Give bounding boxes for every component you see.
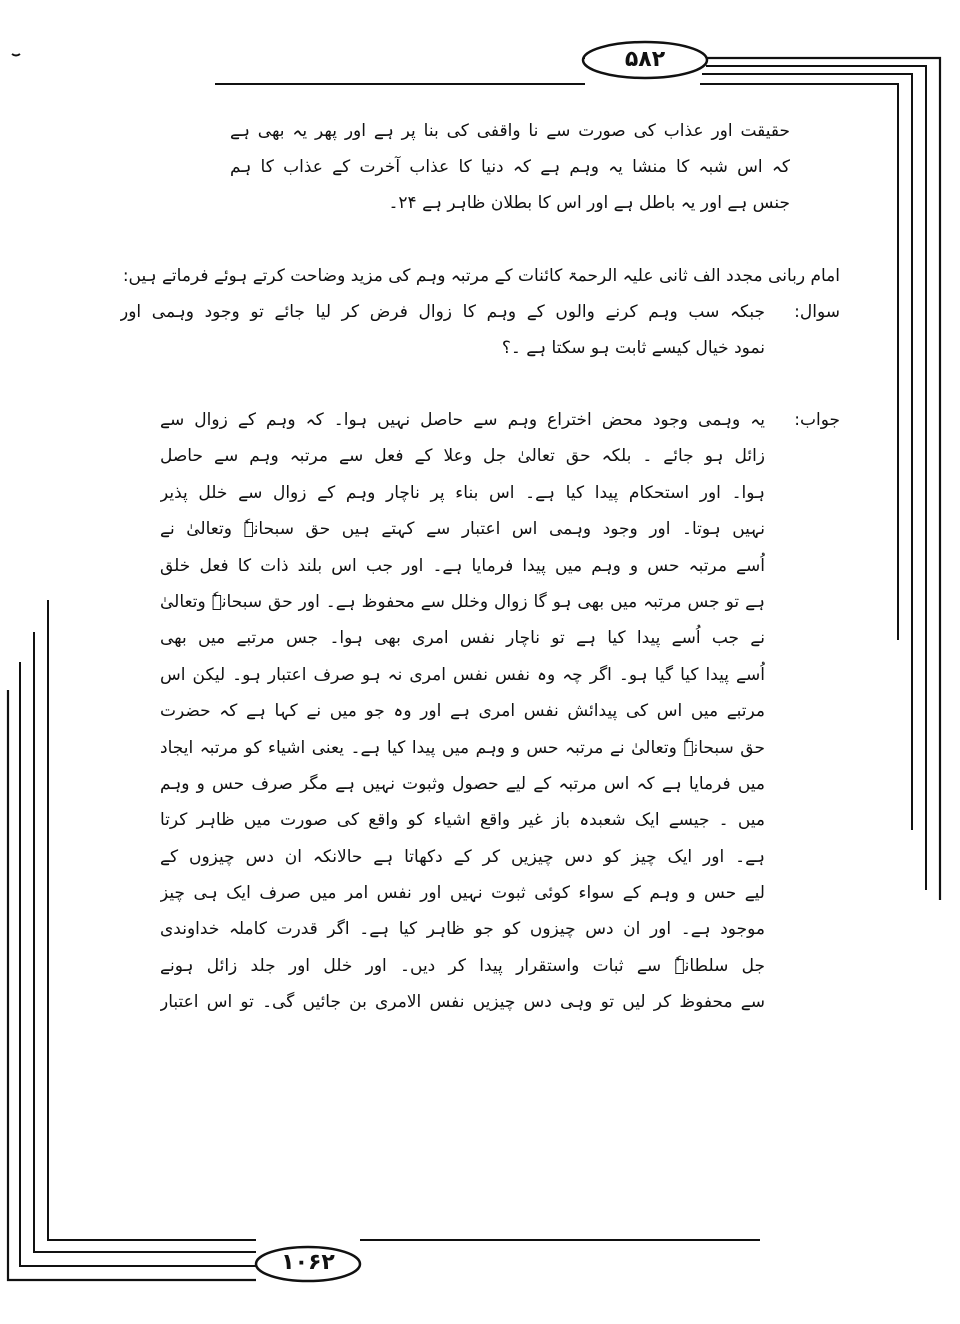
corner-mark	[12, 54, 20, 56]
answer-line: حق سبحانہٗ وتعالیٰ نے مرتبہ حس و وہم میں پیدا کیا ہے۔ یعنی اشیاء کو مرتبہ ایجاد	[160, 737, 765, 758]
question-block	[120, 294, 840, 374]
answer-line: مرتبے میں اس کی پیدائش نفس امری ہے اور وہ جو میں نے کہا ہے کہ حضرت	[160, 701, 765, 722]
answer-line: لیے حس و وہم کے سواء کوئی ثبوت نہیں اور نفس امر میں صرف ایک ہی چیز	[160, 883, 765, 904]
answer-line: زائل ہو جائے ۔ بلکہ حق تعالیٰ جل وعلا کے فعل سے مرتبہ وہم سے حاصل	[160, 446, 765, 467]
intro-paragraph	[120, 258, 840, 294]
answer-line: میں ۔ جیسے ایک شعبدہ باز غیر واقع اشیاء کو واقع کی صورت میں ظاہر کرتا	[160, 810, 765, 831]
page-number-bottom: ۱۰۶۲	[281, 1250, 335, 1275]
question-text	[120, 294, 765, 366]
page-number-top: ۵۸۲	[624, 47, 666, 72]
quote-line: حقیقت اور عذاب کی صورت سے نا واقفی کی بنا پر ہے اور پھر یہ بھی ہے	[230, 121, 790, 141]
quote-line: جنس ہے اور یہ باطل ہے اور اس کا بطلان ظاہر ہے ۲۴۔	[388, 193, 790, 213]
answer-line: نہیں ہوتا۔ اور وجود وہمی اس اعتبار سے کہتے ہیں حق سبحانہٗ وتعالیٰ نے	[160, 519, 765, 540]
intro-line: امام ربانی مجدد الف ثانی علیہ الرحمۃ کائنات کے مرتبہ وہم کی مزید وضاحت کرتے ہوئے فرماتے ہیں:	[122, 266, 840, 286]
question-line: جبکہ سب وہم کرنے والوں کے وہم کا زوال فرض کر لیا جائے تو وجود وہمی اور	[120, 302, 765, 322]
answer-block	[120, 402, 840, 1222]
answer-line: جل سلطانہٗ سے ثبات واستقرار پیدا کر دیں۔ اور خلل اور جلد زائل ہونے	[160, 955, 765, 976]
quote-line: کہ اس شبہ کا منشا یہ وہم ہے کہ دنیا کا عذاب آخرت کے عذاب کا ہم	[230, 157, 790, 177]
answer-line: ہوا۔ اور استحکام پیدا کیا ہے۔ اس بناء پر ناچار وہم کے زوال سے خلل پذیر	[160, 482, 765, 503]
answer-line: نے جب اُسے پیدا کیا ہے تو ناچار نفس امری بھی ہوا۔ جس مرتبے میں بھی	[160, 628, 765, 649]
answer-line: میں فرمایا ہے کہ اس مرتبہ کے لیے حصول وثبوت نہیں ہے مگر صرف حس و وہم	[160, 773, 765, 794]
answer-text	[160, 402, 765, 1021]
answer-line: اُسے مرتبہ حس و وہم میں پیدا فرمایا ہے۔ اور جب اس بلند ذات کا فعل خلق	[160, 555, 765, 576]
answer-line: اُسے پیدا کیا گیا ہو۔ اگر چہ وہ نفس نفس امری نہ ہو صرف اعتبار ہو۔ لیکن اس	[160, 664, 765, 685]
answer-line: یہ وہمی وجود محض اختراع وہم سے حاصل نہیں ہوا۔ کہ وہم کے زوال سے	[160, 410, 765, 430]
answer-line: ہے تو جس مرتبہ میں بھی ہو گا زوال وخلل سے محفوظ ہے۔ اور حق سبحانہٗ وتعالیٰ	[160, 591, 765, 612]
answer-label: جواب:	[794, 410, 840, 430]
answer-line: ہے۔ اور ایک چیز کو دس چیزیں کر کے دکھاتا ہے حالانکہ ان دس چیزوں کے	[160, 846, 765, 867]
question-line: نمود خیال کیسے ثابت ہو سکتا ہے ۔؟	[501, 338, 765, 358]
question-label: سوال:	[794, 302, 840, 322]
answer-line: موجود ہے۔ اور ان دس چیزوں کو جو ظاہر کیا ہے۔ اگر قدرت کاملہ خداوندی	[160, 919, 765, 940]
quoted-passage	[230, 113, 790, 221]
answer-line: سے محفوظ کر لیں تو وہی دس چیزیں نفس الامری بن جائیں گی۔ تو اس اعتبار	[160, 992, 765, 1013]
